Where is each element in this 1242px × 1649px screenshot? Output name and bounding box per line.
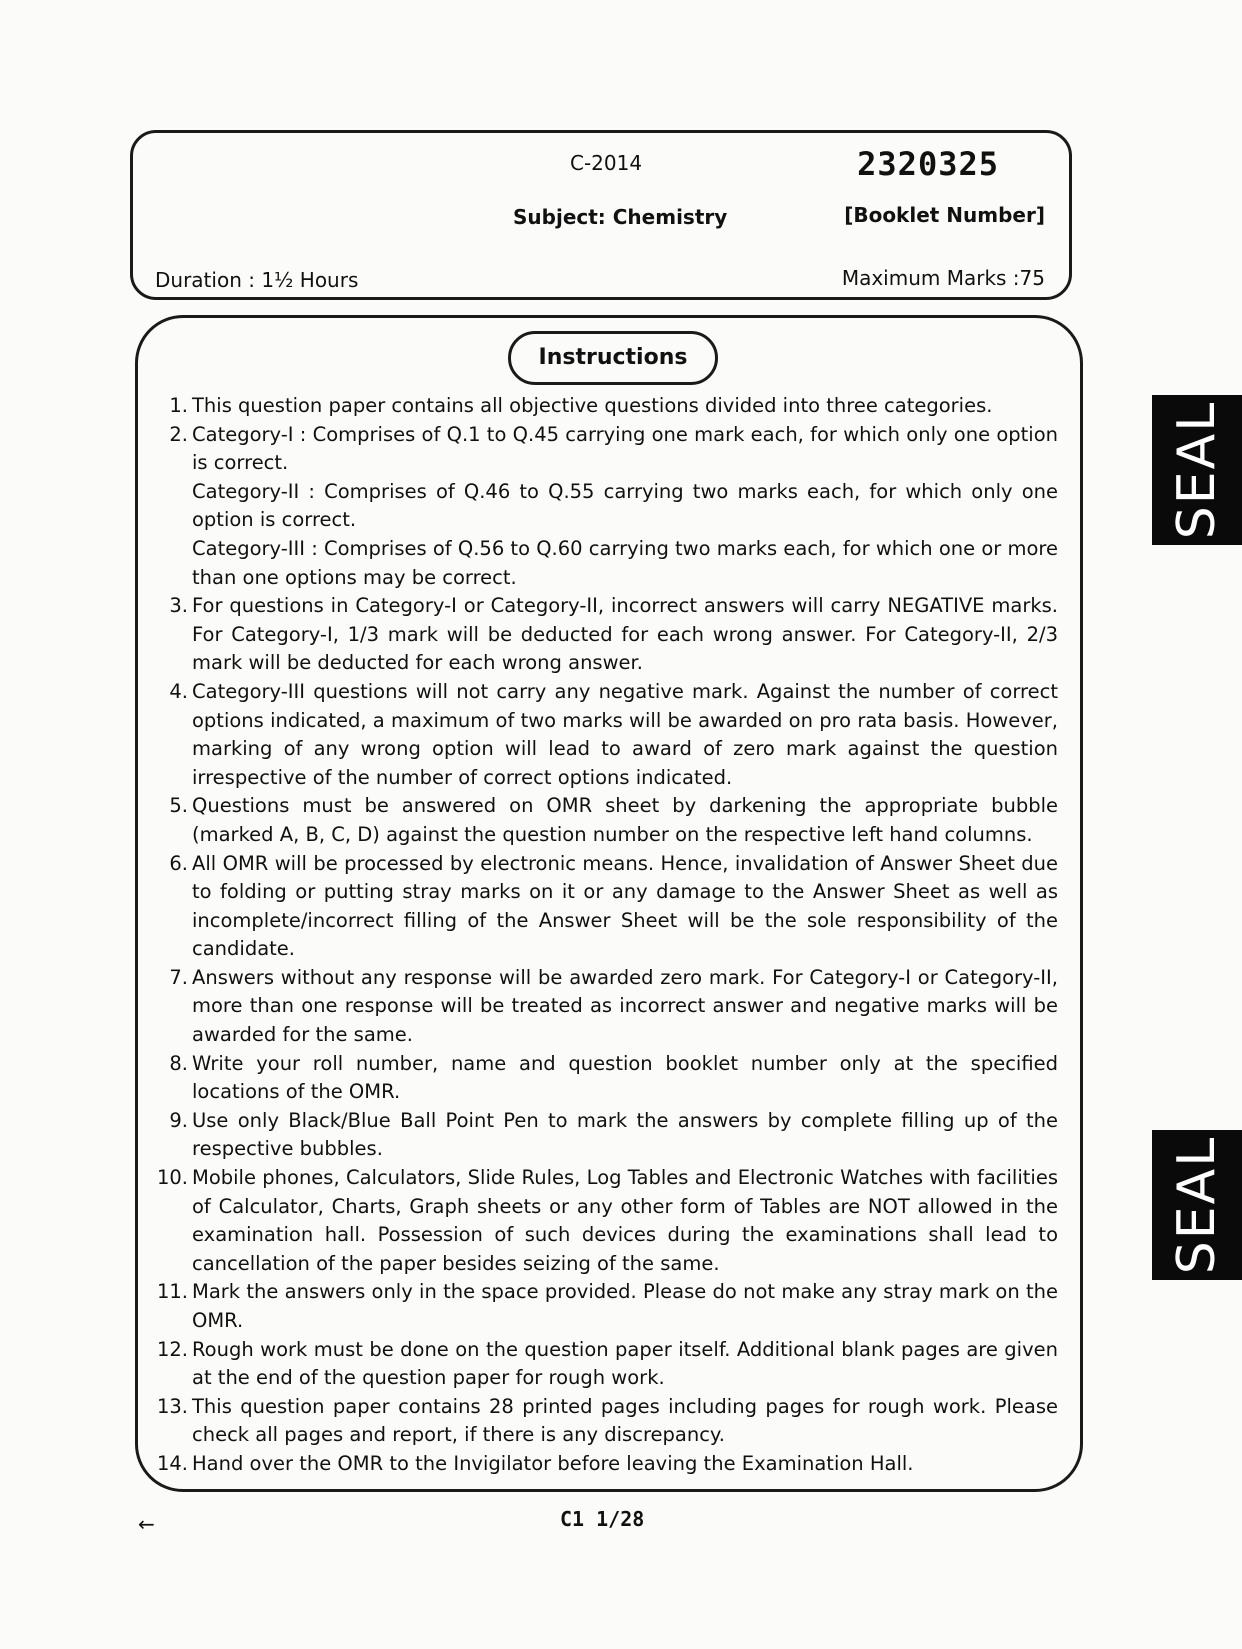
instruction-text: Mark the answers only in the space provided. Please do not make any stray mark on the OMR. (192, 1280, 1058, 1332)
instruction-number: 7. (169, 965, 188, 989)
instruction-item (150, 678, 1058, 792)
seal-label: SEAL (1167, 1135, 1227, 1275)
instruction-text: Write your roll number, name and question booklet number only at the specified locations of the OMR. (192, 1051, 1058, 1104)
exam-code: C-2014 (570, 151, 643, 175)
instruction-text: Answers without any response will be awarded zero mark. For Category-I or Category-II, more than one response will be treated as incorrect answer and negative marks will be awarded for the same. (192, 965, 1058, 1047)
instruction-number: 14. (156, 1451, 188, 1475)
instruction-number: 4. (169, 679, 188, 703)
instructions-title: Instructions (508, 331, 718, 385)
instruction-text: Category-II : Comprises of Q.46 to Q.55 carrying two marks each, for which only one option is correct. (192, 479, 1058, 532)
instruction-item (150, 1164, 1058, 1278)
instruction-text: This question paper contains 28 printed pages including pages for rough work. Please check all pages and report, if there is any discrepancy. (192, 1394, 1058, 1447)
booklet-number: 2320325 (857, 145, 999, 183)
instruction-item (150, 1050, 1058, 1107)
instruction-item (150, 1336, 1058, 1393)
page-number: C1 1/28 (560, 1507, 645, 1531)
instruction-item (150, 1393, 1058, 1450)
instruction-text: Rough work must be done on the question paper itself. Additional blank pages are given at the end of the question paper for rough work. (192, 1337, 1058, 1390)
seal-stamp (1152, 395, 1242, 545)
instructions-list (150, 392, 1058, 1479)
instruction-item (150, 392, 1058, 421)
instruction-item (150, 421, 1058, 593)
instruction-item (150, 1107, 1058, 1164)
instruction-text: Mobile phones, Calculators, Slide Rules, Log Tables and Electronic Watches with facilities of Calculator, Charts, Graph sheets or any other form of Tables are NOT allowed in the examination hall. Possession of such devices during the examinations shall lead to cancellation of the paper besides seizing of the same. (192, 1166, 1058, 1275)
instruction-item (150, 1278, 1058, 1335)
instruction-number: 10. (156, 1166, 188, 1190)
instruction-number: 8. (169, 1051, 188, 1075)
instruction-text: Category-III : Comprises of Q.56 to Q.60 carrying two marks each, for which one or more than one options may be correct. (192, 536, 1058, 589)
instruction-text: This question paper contains all objective questions divided into three categories. (192, 394, 993, 417)
instruction-text: Questions must be answered on OMR sheet by darkening the appropriate bubble (marked A, B, C, D) against the question number on the respective left hand columns. (192, 794, 1058, 846)
instruction-text: Category-I : Comprises of Q.1 to Q.45 carrying one mark each, for which only one option is correct. (192, 422, 1058, 475)
instruction-number: 13. (156, 1394, 188, 1418)
instruction-text: All OMR will be processed by electronic means. Hence, invalidation of Answer Sheet due to folding or putting stray marks on it or any damage to the Answer Sheet as well as incomplete/incorrect filling of the Answer Sheet will be the sole responsibility of the candidate. (192, 851, 1058, 961)
instruction-item (150, 792, 1058, 849)
instruction-item (150, 592, 1058, 678)
subject: Subject: Chemistry (513, 205, 728, 229)
instruction-item (150, 1450, 1058, 1479)
instruction-number: 11. (156, 1280, 188, 1304)
instruction-number: 12. (156, 1337, 188, 1361)
instruction-number: 5. (169, 794, 188, 818)
arrow-left-icon: ← (138, 1512, 155, 1536)
instruction-item (150, 964, 1058, 1050)
instruction-text: Category-III questions will not carry any negative mark. Against the number of correct options indicated, a maximum of two marks will be awarded on pro rata basis. However, marking of any wrong option will lead to award of zero mark against the question irrespective of the number of correct options indicated. (192, 679, 1058, 789)
header-box (130, 130, 1072, 300)
seal-stamp (1152, 1130, 1242, 1280)
instruction-number: 2. (169, 422, 188, 446)
instruction-item (150, 850, 1058, 964)
instruction-number: 9. (169, 1108, 188, 1132)
instruction-text: Use only Black/Blue Ball Point Pen to mark the answers by complete filling up of the respective bubbles. (192, 1108, 1058, 1161)
instruction-number: 1. (169, 394, 188, 417)
booklet-number-label: [Booklet Number] (844, 203, 1045, 227)
instruction-number: 6. (169, 851, 188, 875)
instruction-text: Hand over the OMR to the Invigilator before leaving the Examination Hall. (192, 1451, 914, 1475)
seal-label: SEAL (1167, 400, 1227, 540)
instruction-text: For questions in Category-I or Category-II, incorrect answers will carry NEGATIVE marks. For Category-I, 1/3 mark will be deducted for each wrong answer. For Category-II, 2/3 mark will be deducted for each wrong answer. (192, 594, 1058, 675)
maximum-marks: Maximum Marks :75 (841, 266, 1045, 290)
duration: Duration : 1½ Hours (155, 268, 359, 292)
instructions-box (135, 315, 1083, 1492)
instruction-number: 3. (169, 594, 188, 618)
